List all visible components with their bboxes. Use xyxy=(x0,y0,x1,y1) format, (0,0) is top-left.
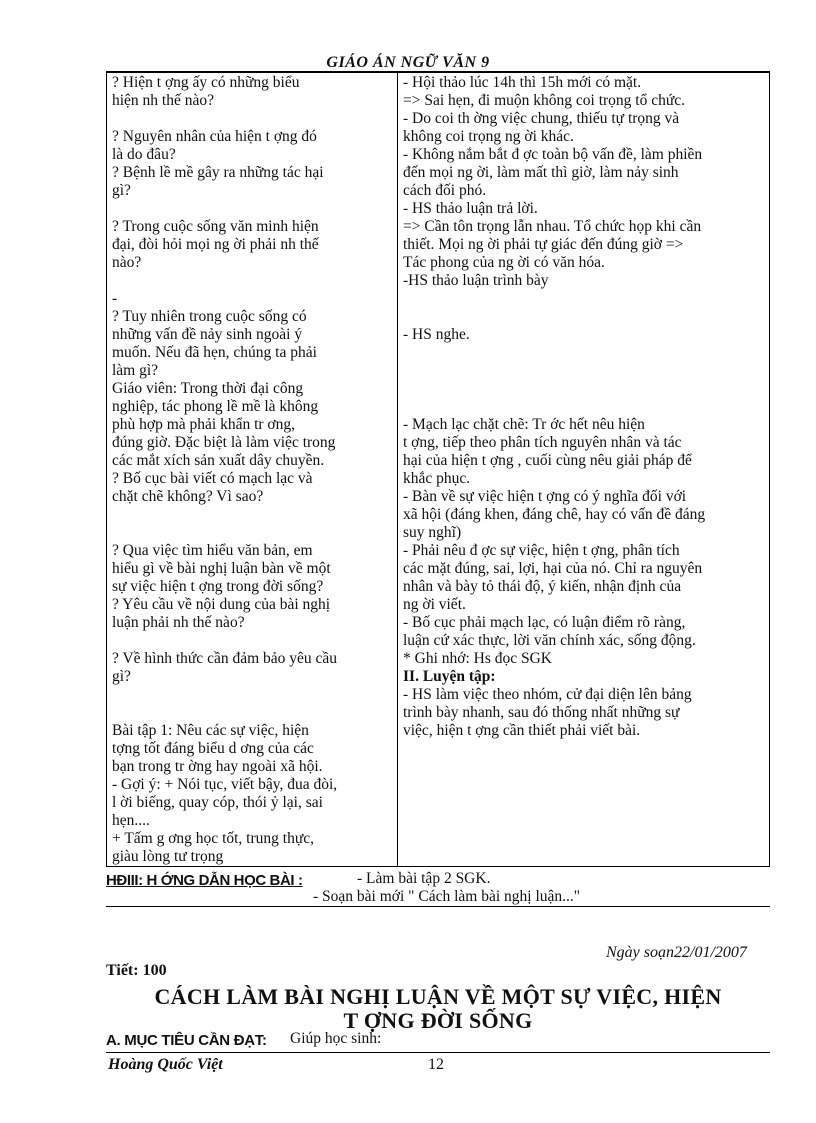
question-line: Bài tập 1: Nêu các sự việc, hiện xyxy=(112,722,309,739)
answer-line xyxy=(403,308,765,326)
question-line: hiểu gì về bài nghị luận bàn về một xyxy=(112,560,331,577)
question-line: các mắt xích sản xuất dây chuyền. xyxy=(112,452,325,469)
page-number: 12 xyxy=(428,1056,444,1073)
answer-line: * Ghi nhớ: Hs đọc SGK xyxy=(403,650,552,667)
question-line xyxy=(112,704,393,722)
answer-line: xã hội (đáng khen, đáng chê, hay có vấn đề đáng xyxy=(403,506,706,523)
question-line: ? Trong cuộc sống văn minh hiện xyxy=(112,218,319,235)
question-line: gì? xyxy=(112,182,131,199)
answer-line: => Cần tôn trọng lẫn nhau. Tổ chức họp khi cần xyxy=(403,218,702,235)
answer-line: - Không nắm bắt đ ợc toàn bộ vấn đề, làm phiền xyxy=(403,146,703,163)
answer-line: - Bàn về sự việc hiện t ợng có ý nghĩa đối với xyxy=(403,488,687,505)
question-line: sự việc hiện t ợng trong đời sống? xyxy=(112,578,324,595)
question-line: Giáo viên: Trong thời đại công xyxy=(112,380,304,397)
answer-line: - Bố cục phải mạch lạc, có luận điểm rõ ràng, xyxy=(403,614,686,631)
question-line: - xyxy=(112,290,118,307)
lesson-title-line-2: T ỢNG ĐỜI SỐNG xyxy=(343,1008,533,1033)
question-line: đúng giờ. Đặc biệt là làm việc trong xyxy=(112,434,336,451)
question-line xyxy=(112,272,393,290)
question-line: nghiệp, tác phong lề mề là không xyxy=(112,398,319,415)
question-line: ? Bệnh lề mề gây ra những tác hại xyxy=(112,164,324,181)
guidance-task-2: - Soạn bài mới " Cách làm bài nghị luận..." xyxy=(313,888,581,905)
answer-line: - HS làm việc theo nhóm, cử đại diện lên bảng xyxy=(403,686,692,703)
question-line: những vấn đề nảy sinh ngoài ý xyxy=(112,326,303,343)
question-line xyxy=(112,632,393,650)
answer-line xyxy=(403,344,765,362)
question-line: gì? xyxy=(112,668,131,685)
question-line: tợng tốt đáng biểu d ơng của các xyxy=(112,740,314,757)
question-line: l ời biếng, quay cóp, thói ỷ lại, sai xyxy=(112,794,323,811)
answer-line: hại của hiện t ợng , cuối cùng nêu giải pháp để xyxy=(403,452,692,469)
answer-line: - HS nghe. xyxy=(403,326,470,343)
answer-line: cách đối phó. xyxy=(403,182,487,199)
question-line: ? Yêu cầu về nội dung của bài nghị xyxy=(112,596,331,613)
question-line: chặt chẽ không? Vì sao? xyxy=(112,488,264,505)
question-line: ? Bố cục bài viết có mạch lạc và xyxy=(112,470,313,487)
teacher-questions-cell xyxy=(107,73,398,867)
question-line: ? Về hình thức cần đảm bảo yêu cầu xyxy=(112,650,338,667)
answer-line: các mặt đúng, sai, lợi, hại của nó. Chỉ ra nguyên xyxy=(403,560,703,577)
answer-line: II. Luyện tập: xyxy=(403,668,496,685)
answer-line xyxy=(403,380,765,398)
question-line: làm gì? xyxy=(112,362,159,379)
preparation-date: Ngày soạn22/01/2007 xyxy=(606,944,747,961)
lesson-title-line-1: CÁCH LÀM BÀI NGHỊ LUẬN VỀ MỘT SỰ VIỆC, HIỆN xyxy=(154,984,722,1009)
answer-line: t ợng, tiếp theo phân tích nguyên nhân và tác xyxy=(403,434,682,451)
student-answers-cell xyxy=(398,73,770,867)
answer-line: suy nghĩ) xyxy=(403,524,462,541)
answer-line: không coi trọng ng ời khác. xyxy=(403,128,574,145)
footer-author: Hoàng Quốc Việt xyxy=(108,1056,223,1073)
objective-label: A. MỤC TIÊU CẦN ĐẠT: xyxy=(106,1032,267,1049)
answer-line: - Do coi th ờng việc chung, thiếu tự trọng và xyxy=(403,110,680,127)
lesson-number: Tiết: 100 xyxy=(106,962,167,979)
question-line xyxy=(112,506,393,524)
answer-line: nhân và bày tỏ thái độ, ý kiến, nhận định của xyxy=(403,578,682,595)
answer-line: Tác phong của ng ời có văn hóa. xyxy=(403,254,605,271)
question-line xyxy=(112,686,393,704)
question-line: đại, đòi hỏi mọi ng ời phải nh thế xyxy=(112,236,319,253)
question-line: luận phải nh thế nào? xyxy=(112,614,245,631)
question-line: nào? xyxy=(112,254,142,271)
question-line: ? Qua việc tìm hiểu văn bản, em xyxy=(112,542,313,559)
question-line: giàu lòng tư trọng xyxy=(112,848,224,865)
guidance-heading: HĐIII: H ỚNG DẪN HỌC BÀI : xyxy=(106,872,303,889)
question-line: muốn. Nếu đã hẹn, chúng ta phải xyxy=(112,344,317,361)
answer-line: - Hội thảo lúc 14h thì 15h mới có mặt. xyxy=(403,74,642,91)
question-line: phù hợp mà phải khẩn tr ơng, xyxy=(112,416,295,433)
answer-line: thiết. Mọi ng ời phải tự giác đến đúng giờ => xyxy=(403,236,684,253)
question-line: bạn trong tr ờng hay ngoài xã hội. xyxy=(112,758,323,775)
question-line: + Tấm g ơng học tốt, trung thực, xyxy=(112,830,314,847)
question-line: ? Nguyên nhân của hiện t ợng đó xyxy=(112,128,317,145)
guidance-rule xyxy=(106,906,770,907)
answer-line: việc, hiện t ợng cần thiết phải viết bài. xyxy=(403,722,641,739)
question-line: ? Hiện t ợng ấy có những biểu xyxy=(112,74,300,91)
answer-line: trình bày nhanh, sau đó thống nhất những sự xyxy=(403,704,680,721)
question-line: ? Tuy nhiên trong cuộc sống có xyxy=(112,308,307,325)
answer-line: - HS thảo luận trả lời. xyxy=(403,200,538,217)
question-line: hiện nh thế nào? xyxy=(112,92,215,109)
question-line: hẹn.... xyxy=(112,812,150,829)
question-line xyxy=(112,200,393,218)
answer-line: - Phải nêu đ ợc sự việc, hiện t ợng, phân tích xyxy=(403,542,680,559)
answer-line xyxy=(403,290,765,308)
answer-line xyxy=(403,398,765,416)
answer-line: - Mạch lạc chặt chẽ: Tr ớc hết nêu hiện xyxy=(403,416,645,433)
answer-line: đến mọi ng ời, làm mất thì giờ, làm nảy sinh xyxy=(403,164,679,181)
document-header-title: GIÁO ÁN NGỮ VĂN 9 xyxy=(326,54,490,71)
guidance-task-1: - Làm bài tập 2 SGK. xyxy=(357,870,491,887)
objective-value: Giúp học sinh: xyxy=(290,1030,382,1047)
answer-line: luận cứ xác thực, lời văn chính xác, sống động. xyxy=(403,632,696,649)
answer-line: ng ời viết. xyxy=(403,596,466,613)
question-line: - Gợi ý: + Nói tục, viết bậy, đua đòi, xyxy=(112,776,338,793)
question-line: là do đâu? xyxy=(112,146,176,163)
lesson-table xyxy=(106,72,770,867)
answer-line: => Sai hẹn, đi muộn không coi trọng tổ chức. xyxy=(403,92,686,109)
answer-line: khắc phục. xyxy=(403,470,471,487)
question-line xyxy=(112,110,393,128)
table-row xyxy=(107,73,770,867)
question-line xyxy=(112,524,393,542)
answer-line: -HS thảo luận trình bày xyxy=(403,272,549,289)
answer-line xyxy=(403,362,765,380)
footer-rule xyxy=(106,1052,770,1053)
